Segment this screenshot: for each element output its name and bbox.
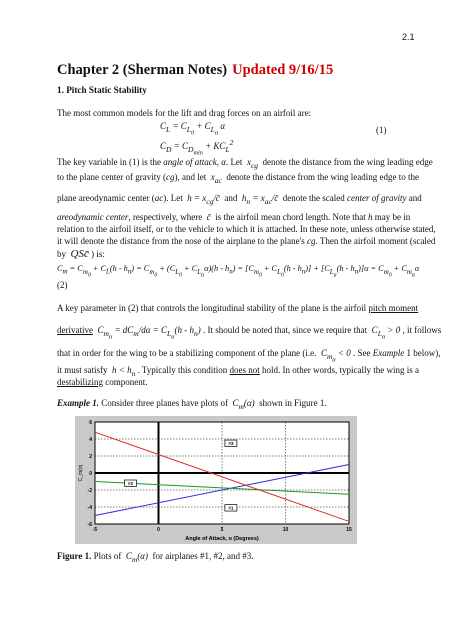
x-tick-label: 15 — [346, 527, 352, 533]
example-label: Example 1. — [57, 398, 99, 408]
y-tick-label: 0 — [89, 471, 92, 477]
y-axis-label: C_m(α) — [78, 464, 84, 482]
series-label-2: #2 — [127, 481, 134, 486]
text-line-3: plane areodynamic center (ac). Let $h = x_{cg}/c̄$ and $h_n$ = $x_{ac}/c̄$ denote the scaled center of gravity and — [57, 193, 422, 206]
x-tick-label: 5 — [220, 527, 224, 533]
title-text: Chapter 2 (Sherman Notes) — [57, 62, 228, 78]
text-line-12: destabilizing component. — [57, 377, 148, 387]
chapter-title — [57, 62, 333, 79]
figure-caption: Figure 1. Plots of $C_m(\alpha)$ for airplanes #1, #2, and #3. — [57, 551, 254, 564]
text-line-9: derivative $C_{m_\alpha} = dC_m/d\alpha = C_{L_\alpha}(h - h_n)$ . It should be noted that, since we require that $C_{L_\alpha} > 0$ , it follows — [57, 325, 442, 341]
text-line-8: A key parameter in (2) that controls the longitudinal stability of the plane is the airfoil pitch moment — [57, 303, 419, 313]
series-label-3: #3 — [228, 441, 234, 447]
y-tick-label: -6 — [87, 522, 92, 528]
updated-date: Updated 9/16/15 — [232, 62, 334, 78]
figure-1-chart — [75, 416, 357, 544]
text-line-7: by QSc̄ ) is: — [57, 248, 105, 260]
equation-cm: $C_m = C_{m_0} + C_L(h - h_n) = C_{m_0} + (C_{L_0} + C_{L_\alpha}\alpha)(h - h_n) = [C_{m_0} + C_{L_0}(h - h_n)] + [C_{L_\alpha}(h - h_n)]\alpha = C_{m_0} + C_{m_\alpha}\alpha$ — [57, 264, 420, 279]
paragraph-intro: The most common models for the lift and drag forces on an airfoil are: — [57, 108, 312, 118]
text-line-5: relation to the airfoil itself, or to the vehicle to which it is attached. In these note, unless otherwise stated, — [57, 224, 436, 234]
x-tick-label: 10 — [282, 527, 289, 533]
text-line-1: The key variable in (1) is the angle of attack, α. Let $x_{cg}$ denote the distance from the wing leading edge — [57, 157, 433, 170]
y-tick-label: 6 — [89, 420, 92, 426]
x-tick-label: -5 — [92, 527, 98, 533]
x-axis-label: Angle of Attack, α (Degrees) — [185, 536, 259, 542]
text-line-2: to the plane center of gravity (cg), and let $x_{ac}$ denote the distance from the wing leading edge to the — [57, 172, 419, 185]
y-tick-label: 2 — [89, 454, 92, 460]
text-line-6: it will denote the distance from the nose of the airplane to the plane's cg. Then the airfoil moment (scaled — [57, 236, 436, 246]
text-line-10: that in order for the wing to be a stabilizing component of the plane (i.e. $C_{m_\alpha} < 0$ . See Example 1 below), — [57, 348, 441, 364]
series-label-1: #1 — [228, 505, 234, 511]
page-number: 2.1 — [402, 32, 415, 42]
x-tick-label: 0 — [157, 527, 160, 533]
equation-number-1: (1) — [376, 125, 387, 135]
y-tick-label: 4 — [89, 437, 92, 443]
text-line-11: it must satisfy $h < h_n$ . Typically this condition does not hold. In other words, typically the wing is a — [57, 365, 420, 378]
example-1: Example 1. Consider three planes have plots of $C_m(\alpha)$ shown in Figure 1. — [57, 398, 327, 411]
section-heading: 1. Pitch Static Stability — [57, 85, 147, 95]
y-tick-label: -4 — [87, 505, 92, 511]
text-line-4: areodynamic center, respectively, where c̄ is the airfoil mean chord length. Note that h may be in — [57, 212, 411, 222]
y-tick-label: -2 — [87, 488, 92, 494]
equation-cl: $C_L = C_{L_0} + C_{L_\alpha}$ α — [160, 121, 226, 137]
equation-number-2: (2) — [57, 280, 68, 290]
equation-cd: $C_D = C_{D_{min}} + KC_L^2$ — [160, 138, 234, 157]
figure-caption-label: Figure 1. — [57, 551, 92, 561]
